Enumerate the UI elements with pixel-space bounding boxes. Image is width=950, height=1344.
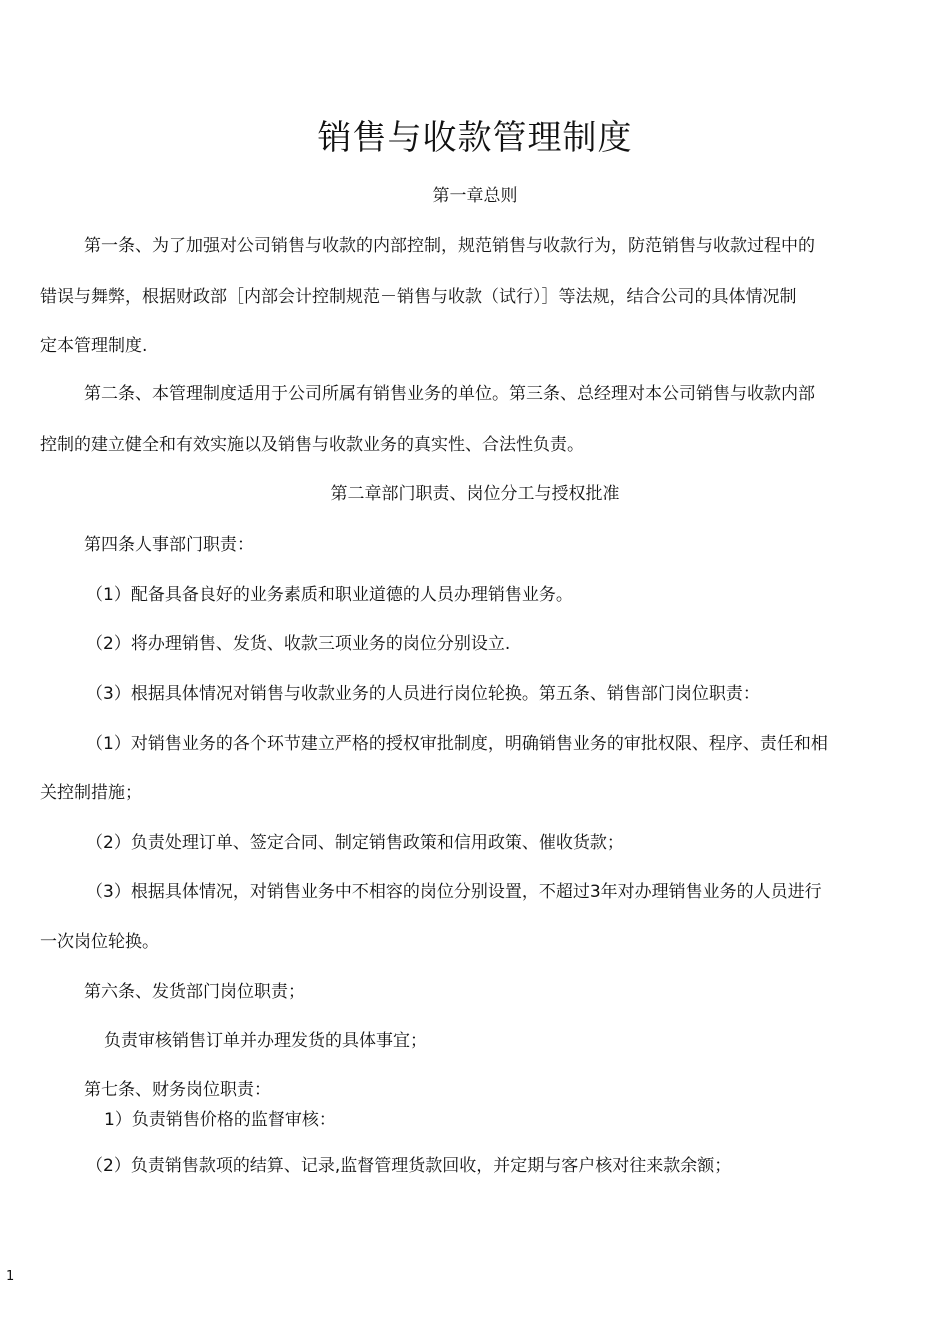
- article-6-item-1: 负责审核销售订单并办理发货的具体事宜；: [104, 1031, 427, 1051]
- article-7-item-1: 1）负责销售价格的监督审核：: [104, 1110, 336, 1130]
- article-1-line-1: 第一条、为了加强对公司销售与收款的内部控制，规范销售与收款行为，防范销售与收款过程中的: [84, 236, 815, 256]
- chapter-2-heading: 第二章部门职责、岗位分工与授权批准: [330, 484, 620, 504]
- article-5-item-1-line-1: （1）对销售业务的各个环节建立严格的授权审批制度，明确销售业务的审批权限、程序、责任和相: [86, 734, 828, 754]
- article-5-item-1-line-2: 关控制措施；: [40, 783, 142, 803]
- article-4-item-2: （2）将办理销售、发货、收款三项业务的岗位分别设立.: [86, 634, 511, 654]
- article-5-item-3-line-2: 一次岗位轮换。: [40, 932, 159, 952]
- article-7-heading: 第七条、财务岗位职责：: [84, 1080, 271, 1100]
- article-4-item-3: （3）根据具体情况对销售与收款业务的人员进行岗位轮换。第五条、销售部门岗位职责：: [86, 684, 760, 704]
- article-5-item-2: （2）负责处理订单、签定合同、制定销售政策和信用政策、催收货款；: [86, 833, 624, 853]
- article-7-item-2: （2）负责销售款项的结算、记录,监督管理货款回收，并定期与客户核对往来款余额；: [86, 1156, 732, 1176]
- article-5-item-3-line-1: （3）根据具体情况，对销售业务中不相容的岗位分别设置，不超过3年对办理销售业务的人员进行: [86, 882, 822, 902]
- document-title: 销售与收款管理制度: [317, 118, 633, 158]
- article-4-item-1: （1）配备具备良好的业务素质和职业道德的人员办理销售业务。: [86, 585, 573, 605]
- article-2-line-2: 控制的建立健全和有效实施以及销售与收款业务的真实性、合法性负责。: [40, 435, 584, 455]
- article-6-heading: 第六条、发货部门岗位职责；: [84, 982, 305, 1002]
- article-1-line-3: 定本管理制度.: [40, 336, 148, 356]
- article-2-line-1: 第二条、本管理制度适用于公司所属有销售业务的单位。第三条、总经理对本公司销售与收款内部: [84, 384, 815, 404]
- article-1-line-2: 错误与舞弊，根据财政部［内部会计控制规范－销售与收款（试行）］等法规，结合公司的具体情况制: [40, 287, 797, 307]
- page-number: 1: [6, 1269, 15, 1284]
- chapter-1-heading: 第一章总则: [432, 186, 518, 206]
- article-4-heading: 第四条人事部门职责：: [84, 535, 254, 555]
